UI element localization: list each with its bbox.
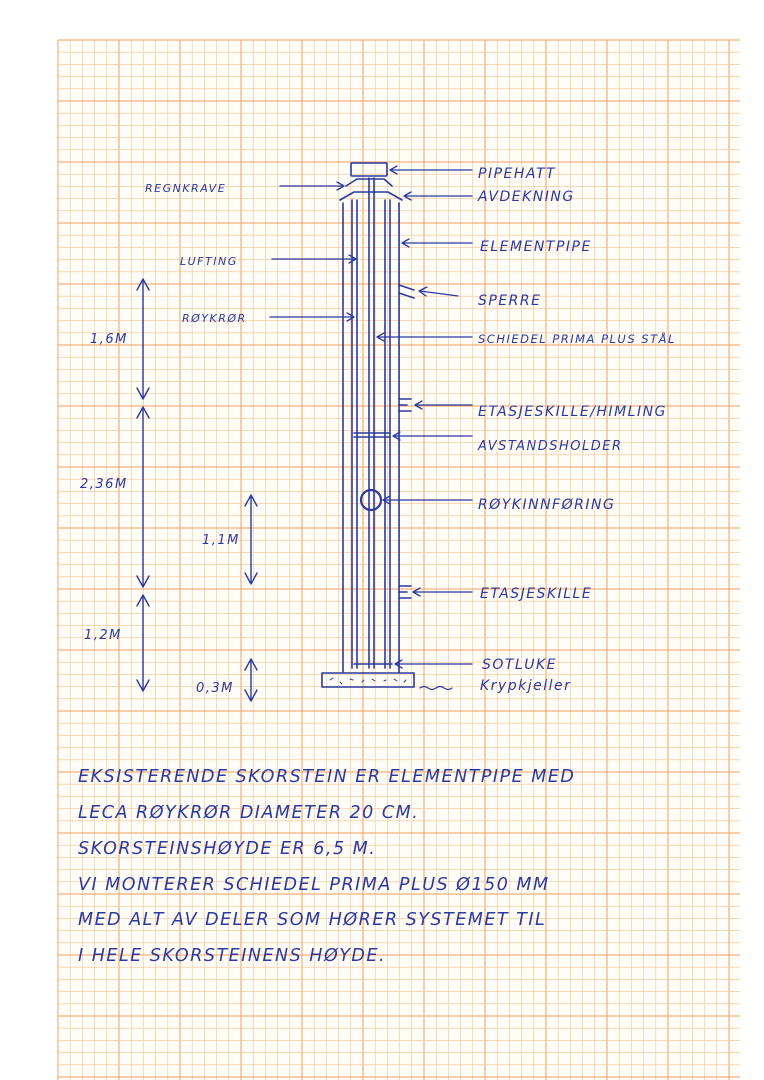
note-line-5: MED ALT AV DELER SOM HØRER SYSTEMET TIL [78, 910, 547, 930]
label-schiedel: SCHIEDEL PRIMA PLUS STÅL [478, 332, 676, 346]
label-lufting: LUFTING [180, 255, 238, 268]
label-regnkrave: REGNKRAVE [145, 182, 227, 195]
note-line-2: LECA RØYKRØR DIAMETER 20 CM. [78, 803, 420, 823]
label-etasjeskille-himling: ETASJESKILLE/HIMLING [478, 404, 667, 420]
label-elementpipe: ELEMENTPIPE [480, 239, 592, 255]
dim-label-2: 2,36M [80, 477, 128, 492]
note-line-1: EKSISTERENDE SKORSTEIN ER ELEMENTPIPE MED [78, 767, 576, 787]
dim-label-1: 1,6M [90, 332, 128, 347]
label-avstandsholder: AVSTANDSHOLDER [478, 439, 623, 454]
label-pipehatt: PIPEHATT [478, 166, 557, 182]
dim-label-4: 1,2M [84, 628, 122, 643]
note-line-6: I HELE SKORSTEINENS HØYDE. [78, 946, 387, 966]
dim-label-3: 1,1M [202, 533, 240, 548]
label-roykror: RØYKRØR [182, 312, 247, 325]
label-avdekning: AVDEKNING [478, 189, 575, 205]
note-line-4: VI MONTERER SCHIEDEL PRIMA PLUS Ø150 MM [78, 875, 550, 895]
dim-label-5: 0,3M [196, 681, 234, 696]
label-krypkjeller: Krypkjeller [480, 678, 572, 694]
label-sotluke: SOTLUKE [482, 657, 558, 673]
label-sperre: SPERRE [478, 293, 542, 309]
label-etasjeskille: ETASJESKILLE [480, 586, 593, 602]
label-roykinnforing: RØYKINNFØRING [478, 497, 616, 513]
note-line-3: SKORSTEINSHØYDE ER 6,5 M. [78, 839, 377, 859]
